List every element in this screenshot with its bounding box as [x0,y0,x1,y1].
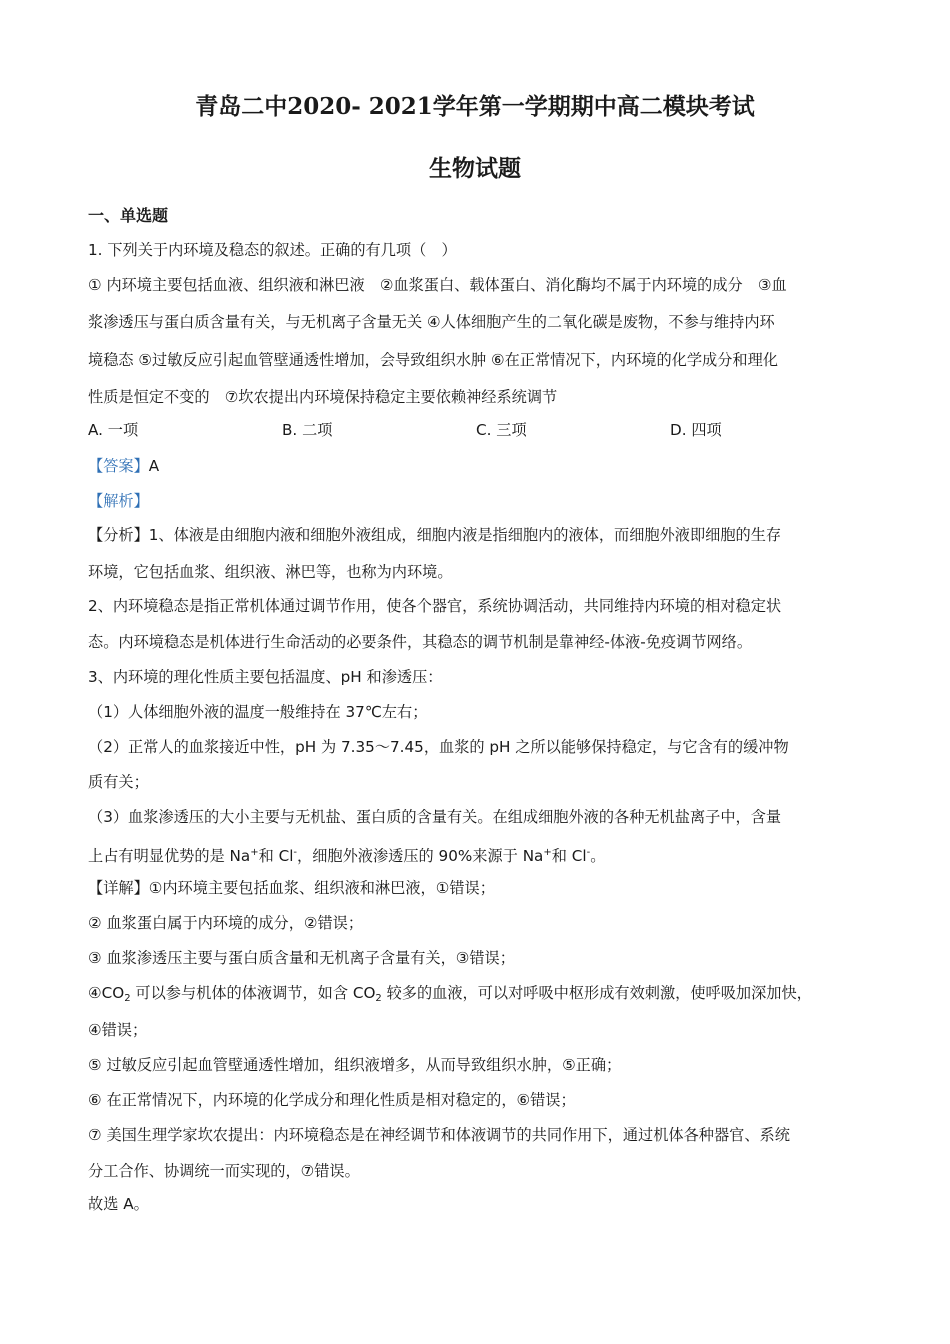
exam-subtitle: 生物试题 [429,155,521,182]
detail-line: 【详解】①内环境主要包括血浆、组织液和淋巴液，①错误； [88,879,495,897]
option-c: C. 三项 [476,421,527,439]
analysis-line: 3、内环境的理化性质主要包括温度、pH 和渗透压： [88,668,443,686]
superscript: - [293,847,298,858]
analysis-line: 环境，它包括血浆、组织液、淋巴等，也称为内环境。 [88,563,453,581]
text-segment: 上占有明显优势的是 Na [88,847,251,865]
analysis-line: 态。内环境稳态是机体进行生命活动的必要条件，其稳态的调节机制是靠神经-体液-免疫调节网络。 [88,633,753,651]
subscript: 2 [124,993,131,1004]
analysis-line: 2、内环境稳态是指正常机体通过调节作用，使各个器官，系统协调活动，共同维持内环境的相对稳定状 [88,597,782,615]
text-segment: ④CO [88,984,125,1002]
answer-row [88,456,159,476]
detail-line: ② 血浆蛋白属于内环境的成分，②错误； [88,914,364,932]
superscript: + [250,847,259,858]
exam-title: 青岛二中2020- 2021学年第一学期期中高二模块考试 [195,93,755,120]
detail-line: ⑦ 美国生理学家坎农提出：内环境稳态是在神经调节和体液调节的共同作用下，通过机体各种器官、系统 [88,1126,790,1144]
question-stem: 1. 下列关于内环境及稳态的叙述。正确的有几项（ ） [88,241,457,259]
detail-line: ⑤ 过敏反应引起血管壁通透性增加，组织液增多，从而导致组织水肿，⑤正确； [88,1056,622,1074]
text-segment: 较多的血液，可以对呼吸中枢形成有效刺激，使呼吸加深加快， [381,984,812,1002]
superscript: - [586,847,591,858]
analysis-line: 【分析】1、体液是由细胞内液和细胞外液组成，细胞内液是指细胞内的液体，而细胞外液即细胞的生存 [88,526,782,544]
analysis-line: （3）血浆渗透压的大小主要与无机盐、蛋白质的含量有关。在组成细胞外液的各种无机盐离子中，含量 [88,808,782,826]
option-a: A. 一项 [88,421,139,439]
detail-line: 分工合作、协调统一而实现的，⑦错误。 [88,1162,360,1180]
analysis-line: （2）正常人的血浆接近中性，pH 为 7.35～7.45，血浆的 pH 之所以能够保持稳定，与它含有的缓冲物 [88,738,789,756]
text-segment: 可以参与机体的体液调节，如含 CO [130,984,376,1002]
detail-line: 故选 A。 [88,1195,149,1213]
detail-line: ④错误； [88,1021,148,1039]
question-line: ① 内环境主要包括血液、组织液和淋巴液 ②血浆蛋白、载体蛋白、消化酶均不属于内环境的成分 ③血 [88,276,787,294]
detail-line: ⑥ 在正常情况下，内环境的化学成分和理化性质是相对稳定的，⑥错误； [88,1091,576,1109]
text-segment: 和 Cl [551,847,587,865]
superscript: + [543,847,552,858]
answer-label: 【答案】 [88,457,149,475]
text-segment: 。 [590,847,606,865]
analysis-line: （1）人体细胞外液的温度一般维持在 37℃左右； [88,703,428,721]
subscript: 2 [375,993,382,1004]
analysis-line: 质有关； [88,773,149,791]
option-b: B. 二项 [282,421,333,439]
question-line: 性质是恒定不变的 ⑦坎农提出内环境保持稳定主要依赖神经系统调节 [88,388,558,406]
analysis-label: 【解析】 [88,492,149,510]
question-line: 浆渗透压与蛋白质含量有关，与无机离子含量无关 ④人体细胞产生的二氧化碳是废物，不参与维持内环 [88,313,775,331]
text-segment: 和 Cl [258,847,294,865]
analysis-line-ions [88,843,605,866]
option-d: D. 四项 [670,421,722,439]
detail-line-co2 [88,983,812,1009]
question-line: 境稳态 ⑤过敏反应引起血管壁通透性增加，会导致组织水肿 ⑥在正常情况下，内环境的化学成分和理化 [88,351,778,369]
answer-value: A [148,457,160,475]
section-heading: 一、单选题 [88,206,169,225]
text-segment: ，细胞外液渗透压的 90%来源于 Na [297,847,544,865]
detail-line: ③ 血浆渗透压主要与蛋白质含量和无机离子含量有关，③错误； [88,949,515,967]
